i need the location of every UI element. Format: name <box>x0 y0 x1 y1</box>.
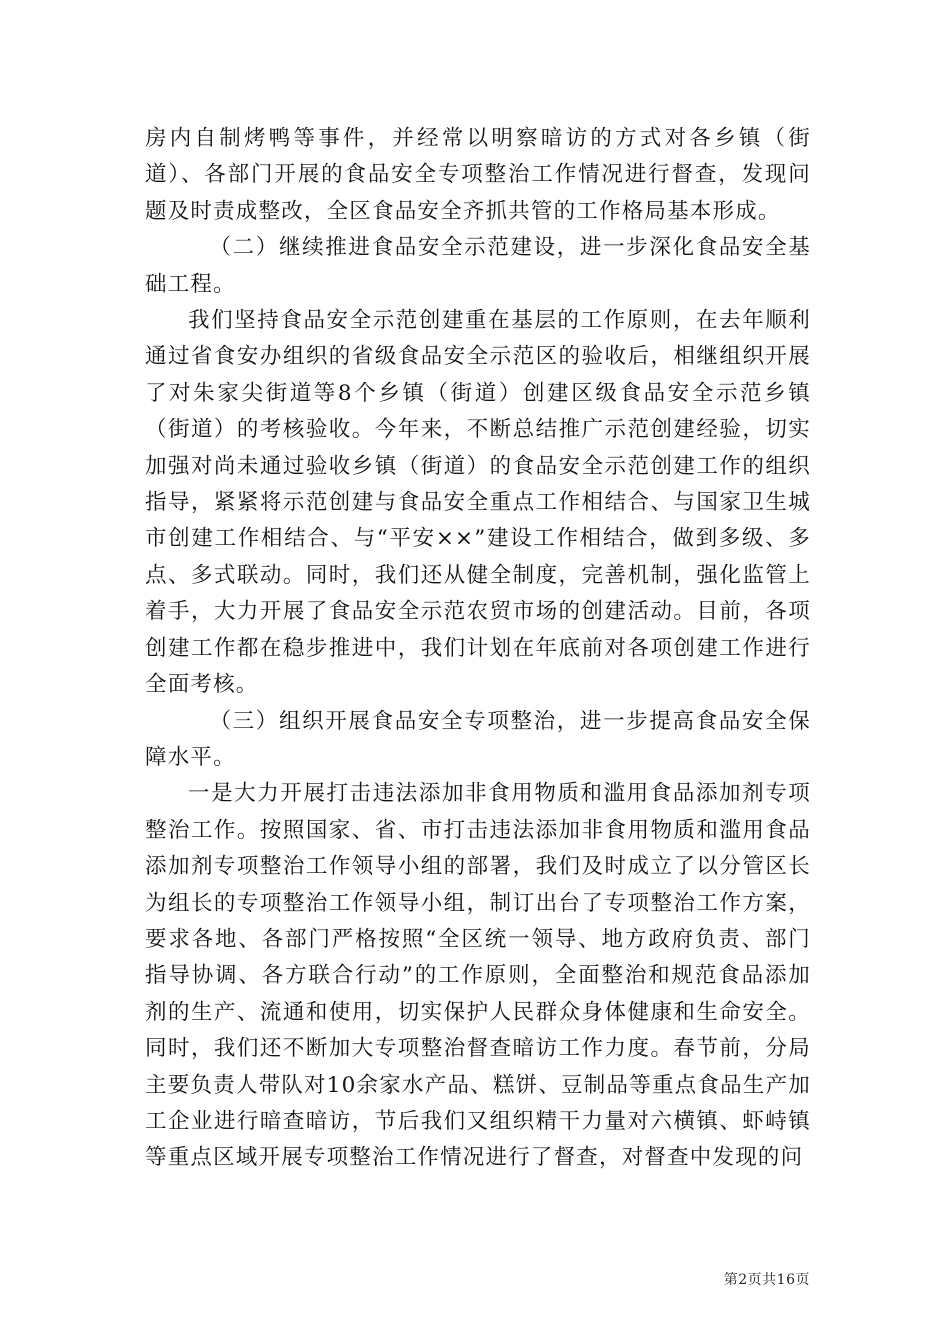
paragraph-special-rectification: 一是大力开展打击违法添加非食用物质和滥用食品添加剂专项整治工作。按照国家、省、市打击违法添加非食用物质和滥用食品添加剂专项整治工作领导小组的部署，我们及时成立了以分管区长为组长的专项整治工作领导小组，制订出台了专项整治工作方案，要求各地、各部门严格按照“全区统一领导、地方政府负责、部门指导协调、各方联合行动”的工作原则，全面整治和规范食品添加剂的生产、流通和使用，切实保护人民群众身体健康和生命安全。同时，我们还不断加大专项整治督查暗访工作力度。春节前，分局主要负责人带队对10余家水产品、糕饼、豆制品等重点食品生产加工企业进行暗查暗访，节后我们又组织精干力量对六横镇、虾峙镇等重点区域开展专项整治工作情况进行了督查，对督查中发现的问 <box>145 781 811 1171</box>
paragraph-continuation: 房内自制烤鸭等事件，并经常以明察暗访的方式对各乡镇（街道）、各部门开展的食品安全专项整治工作情况进行督查，发现问题及时责成整改，全区食品安全齐抓共管的工作格局基本形成。 <box>145 126 811 224</box>
document-body <box>145 121 811 1177</box>
section-heading-three: （三）组织开展食品安全专项整治，进一步提高食品安全保障水平。 <box>145 708 811 770</box>
paragraph-demonstration-building: 我们坚持食品安全示范创建重在基层的工作原则，在去年顺利通过省食安办组织的省级食品安全示范区的验收后，相继组织开展了对朱家尖街道等8个乡镇（街道）创建区级食品安全示范乡镇（街道）的考核验收。今年来，不断总结推广示范创建经验，切实加强对尚未通过验收乡镇（街道）的食品安全示范创建工作的组织指导，紧紧将示范创建与食品安全重点工作相结合、与国家卫生城市创建工作相结合、与“平安××”建设工作相结合，做到多级、多点、多式联动。同时，我们还从健全制度，完善机制，强化监管上着手，大力开展了食品安全示范农贸市场的创建活动。目前，各项创建工作都在稳步推进中，我们计划在年底前对各项创建工作进行全面考核。 <box>145 308 811 698</box>
page-number-footer: 第2页共16页 <box>723 1272 810 1288</box>
section-heading-two: （二）继续推进食品安全示范建设，进一步深化食品安全基础工程。 <box>145 235 811 297</box>
